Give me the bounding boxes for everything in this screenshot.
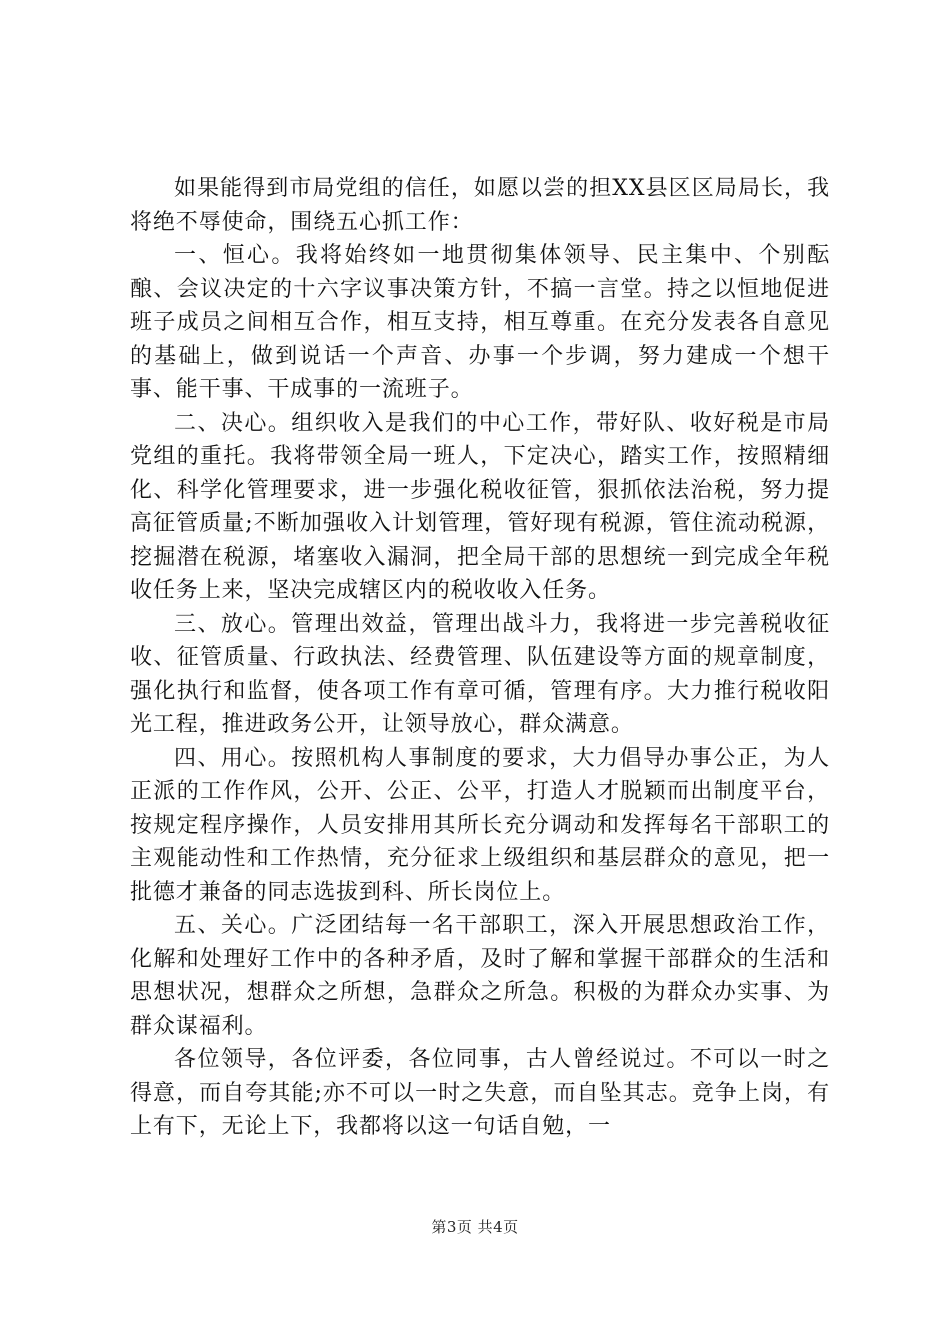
- paragraph-guanxin: 五、关心。广泛团结每一名干部职工，深入开展思想政治工作，化解和处理好工作中的各种矛盾，及时了解和掌握干部群众的生活和思想状况，想群众之所想，急群众之所急。积极的为群众办实事、为群众谋福利。: [130, 913, 830, 1039]
- document-body: [130, 172, 830, 1144]
- paragraph-yongxin: 四、用心。按照机构人事制度的要求，大力倡导办事公正，为人正派的工作作风，公开、公正、公平，打造人才脱颖而出制度平台，按规定程序操作，人员安排用其所长充分调动和发挥每名干部职工的主观能动性和工作热情，充分征求上级组织和基层群众的意见，把一批德才兼备的同志选拔到科、所长岗位上。: [130, 745, 830, 905]
- page-number-footer: 第3页 共4页: [431, 1218, 519, 1236]
- paragraph-closing: 各位领导，各位评委，各位同事，古人曾经说过。不可以一时之得意，而自夸其能;亦不可以一时之失意，而自坠其志。竞争上岗，有上有下，无论上下，我都将以这一句话自勉，一: [130, 1047, 830, 1139]
- paragraph-juexin: 二、决心。组织收入是我们的中心工作，带好队、收好税是市局党组的重托。我将带领全局一班人，下定决心，踏实工作，按照精细化、科学化管理要求，进一步强化税收征管，狠抓依法治税，努力提高征管质量;不断加强收入计划管理，管好现有税源，管住流动税源，挖掘潜在税源，堵塞收入漏洞，把全局干部的思想统一到完成全年税收任务上来，坚决完成辖区内的税收收入任务。: [130, 410, 830, 603]
- paragraph-intro: 如果能得到市局党组的信任，如愿以尝的担XX县区区局局长，我将绝不辱使命，围绕五心抓工作：: [130, 176, 830, 235]
- paragraph-hengxin: 一、恒心。我将始终如一地贯彻集体领导、民主集中、个别酝酿、会议决定的十六字议事决策方针，不搞一言堂。持之以恒地促进班子成员之间相互合作，相互支持，相互尊重。在充分发表各自意见的基础上，做到说话一个声音、办事一个步调，努力建成一个想干事、能干事、干成事的一流班子。: [130, 243, 830, 402]
- paragraph-fangxin: 三、放心。管理出效益，管理出战斗力，我将进一步完善税收征收、征管质量、行政执法、经费管理、队伍建设等方面的规章制度，强化执行和监督，使各项工作有章可循，管理有序。大力推行税收阳光工程，推进政务公开，让领导放心，群众满意。: [130, 611, 830, 737]
